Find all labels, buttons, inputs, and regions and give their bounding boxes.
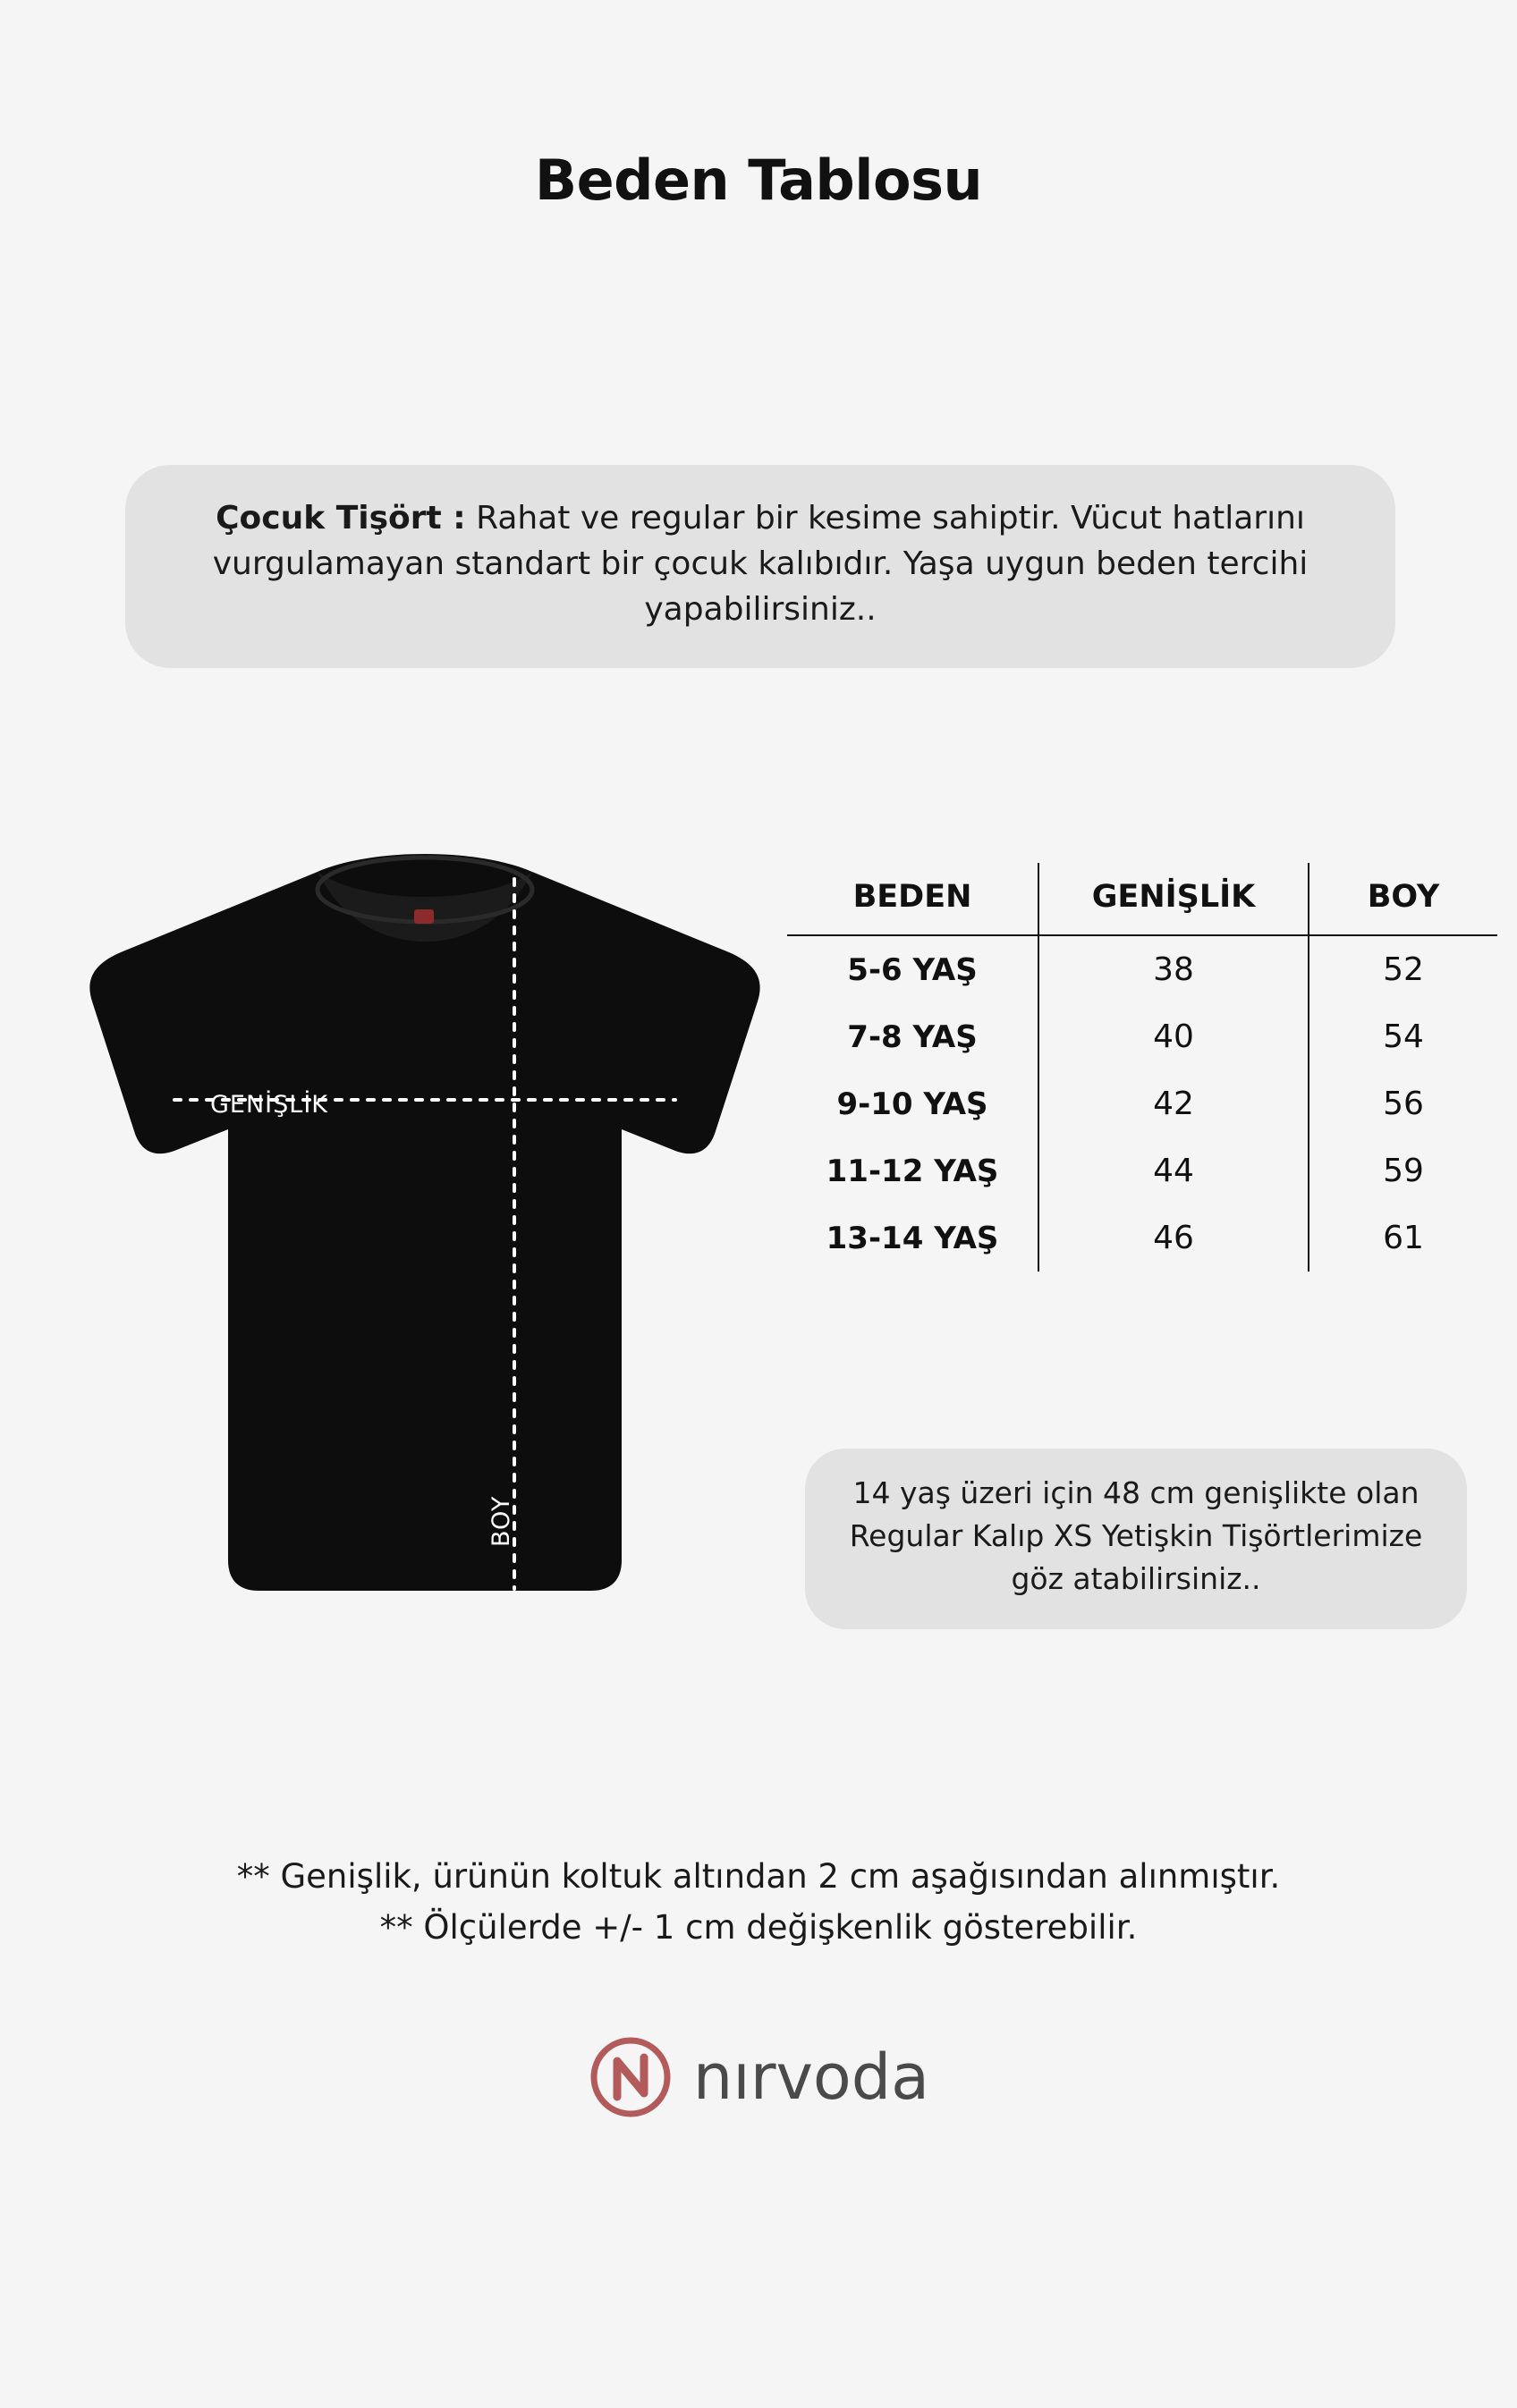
cell-boy: 56 xyxy=(1309,1070,1497,1137)
nirvoda-mark-icon xyxy=(588,2034,674,2120)
page-title: Beden Tablosu xyxy=(534,148,983,213)
intro-label: Çocuk Tişört : xyxy=(216,500,466,537)
cell-genislik: 42 xyxy=(1038,1070,1309,1137)
cell-beden: 13-14 YAŞ xyxy=(826,1220,999,1256)
tshirt-illustration xyxy=(49,845,801,1623)
brand-name: nırvoda xyxy=(692,2040,930,2114)
cell-beden: 5-6 YAŞ xyxy=(847,951,978,988)
cell-boy: 59 xyxy=(1309,1137,1497,1204)
shirt-length-label: BOY xyxy=(487,1495,515,1547)
table-row xyxy=(787,935,1497,1003)
footnotes xyxy=(0,1851,1517,1954)
cell-beden: 11-12 YAŞ xyxy=(826,1153,999,1189)
cell-genislik: 46 xyxy=(1038,1204,1309,1272)
table-header-beden: BEDEN xyxy=(787,863,1038,935)
table-header-genislik: GENİŞLİK xyxy=(1038,863,1309,935)
intro-text: Rahat ve regular bir kesime sahiptir. Vücut hatlarını vurgulamayan standart bir çocuk kalıbıdır. Yaşa uygun beden tercihi yapabilirsiniz.. xyxy=(212,500,1309,629)
intro-bubble xyxy=(125,465,1395,668)
adult-size-note-text: 14 yaş üzeri için 48 cm genişlikte olan Regular Kalıp XS Yetişkin Tişörtlerimize göz atabilirsiniz.. xyxy=(849,1475,1423,1596)
table-header-row xyxy=(787,863,1497,935)
brand-logo xyxy=(0,2034,1517,2120)
adult-size-note-bubble xyxy=(805,1449,1467,1629)
cell-boy: 52 xyxy=(1309,935,1497,1003)
cell-boy: 54 xyxy=(1309,1003,1497,1070)
shirt-width-label: GENİŞLİK xyxy=(210,1091,328,1119)
table-row xyxy=(787,1070,1497,1137)
cell-beden: 7-8 YAŞ xyxy=(847,1018,978,1055)
size-table-area xyxy=(787,863,1517,1272)
footnote-line-2: ** Ölçülerde +/- 1 cm değişkenlik gösterebilir. xyxy=(379,1908,1138,1948)
tshirt-icon xyxy=(49,845,801,1623)
table-header-boy: BOY xyxy=(1309,863,1497,935)
cell-beden: 9-10 YAŞ xyxy=(836,1086,988,1122)
size-table xyxy=(787,863,1497,1272)
table-row xyxy=(787,1137,1497,1204)
cell-boy: 61 xyxy=(1309,1204,1497,1272)
table-row xyxy=(787,1204,1497,1272)
cell-genislik: 40 xyxy=(1038,1003,1309,1070)
size-chart-page xyxy=(0,148,1517,2408)
cell-genislik: 38 xyxy=(1038,935,1309,1003)
table-row xyxy=(787,1003,1497,1070)
footnote-line-1: ** Genişlik, ürünün koltuk altından 2 cm aşağısından alınmıştır. xyxy=(236,1857,1281,1896)
cell-genislik: 44 xyxy=(1038,1137,1309,1204)
